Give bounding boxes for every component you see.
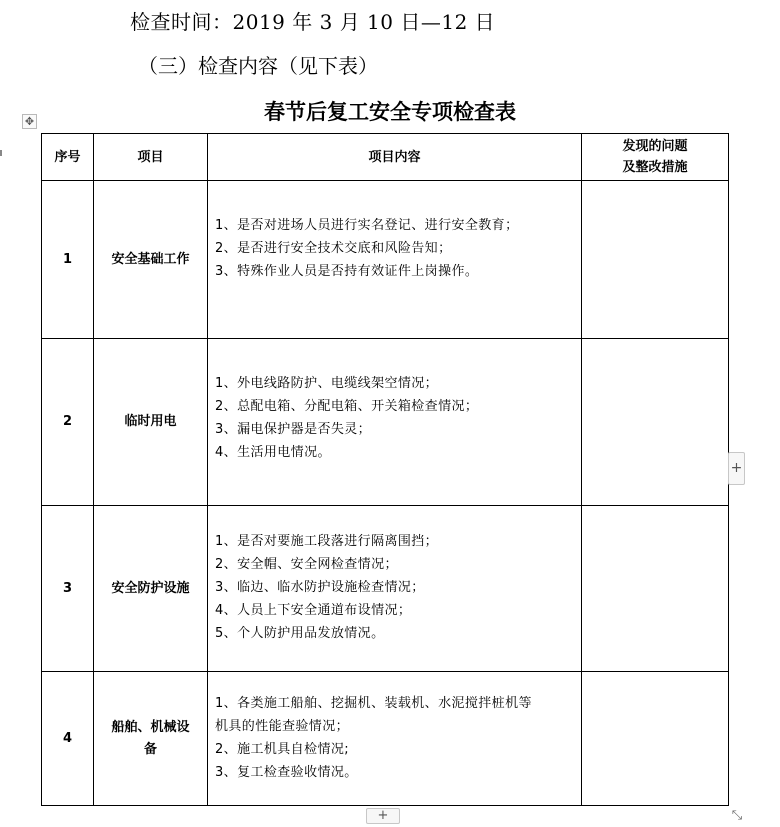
row-no: 4: [42, 672, 94, 806]
row-content: [208, 672, 582, 806]
content-item: 4、生活用电情况。: [215, 445, 331, 460]
row-project-line: 备: [143, 741, 157, 757]
row-project-line: 船舶、机械设: [111, 719, 190, 735]
header-issues: [582, 134, 729, 181]
content-item: 2、总配电箱、分配电箱、开关箱检查情况；: [215, 399, 479, 414]
content-item: 机具的性能查验情况；: [215, 718, 350, 734]
table-row: [42, 506, 729, 672]
row-issues-cell[interactable]: [582, 506, 729, 672]
content-item: 1、是否对要施工段落进行隔离围挡；: [215, 534, 439, 549]
inspection-table: [41, 133, 729, 806]
header-project: 项目: [94, 134, 208, 181]
content-item: 1、是否对进场人员进行实名登记、进行安全教育；: [215, 218, 519, 233]
margin-marker: [0, 150, 2, 156]
header-content: 项目内容: [208, 134, 582, 181]
header-issues-line-2: 及整改措施: [622, 160, 688, 175]
content-item: 3、临边、临水防护设施检查情况；: [215, 580, 425, 595]
table-row: [42, 339, 729, 506]
inspection-time: 检查时间：2019 年 3 月 10 日—12 日: [130, 10, 496, 34]
header-no: 序号: [42, 134, 94, 181]
row-issues-cell[interactable]: [582, 339, 729, 506]
table-resize-icon[interactable]: ⤡: [731, 808, 743, 823]
row-no: 1: [42, 181, 94, 339]
table-row: [42, 672, 729, 806]
row-no: 3: [42, 506, 94, 672]
row-project: 临时用电: [94, 339, 208, 506]
row-project: [94, 672, 208, 806]
row-content: [208, 339, 582, 506]
add-column-plus-icon[interactable]: +: [728, 452, 745, 485]
add-row-plus-icon[interactable]: +: [366, 808, 400, 824]
content-item: 2、安全帽、安全网检查情况；: [215, 557, 398, 572]
row-no: 2: [42, 339, 94, 506]
row-content: [208, 181, 582, 339]
row-project: 安全防护设施: [94, 506, 208, 672]
content-item: 2、是否进行安全技术交底和风险告知；: [215, 241, 452, 256]
table-header-row: [42, 134, 729, 181]
content-item: 1、外电线路防护、电缆线架空情况；: [215, 376, 439, 391]
row-issues-cell[interactable]: [582, 672, 729, 806]
table-row: [42, 181, 729, 339]
content-item: 3、特殊作业人员是否持有效证件上岗操作。: [215, 264, 479, 279]
table-title: 春节后复工安全专项检查表: [264, 99, 516, 124]
inspection-content-heading: （三）检查内容（见下表）: [138, 54, 378, 78]
content-item: 2、施工机具自检情况;: [215, 741, 350, 757]
header-issues-line-1: 发现的问题: [622, 139, 688, 154]
content-item: 1、各类施工船舶、挖掘机、装载机、水泥搅拌桩机等: [215, 695, 532, 711]
content-item: 5、个人防护用品发放情况。: [215, 626, 385, 641]
row-content: [208, 506, 582, 672]
content-item: 3、复工检查验收情况。: [215, 764, 358, 780]
row-project: 安全基础工作: [94, 181, 208, 339]
table-move-handle-icon[interactable]: ✥: [22, 114, 37, 129]
content-item: 4、人员上下安全通道布设情况；: [215, 603, 412, 618]
row-issues-cell[interactable]: [582, 181, 729, 339]
content-item: 3、漏电保护器是否失灵；: [215, 422, 372, 437]
